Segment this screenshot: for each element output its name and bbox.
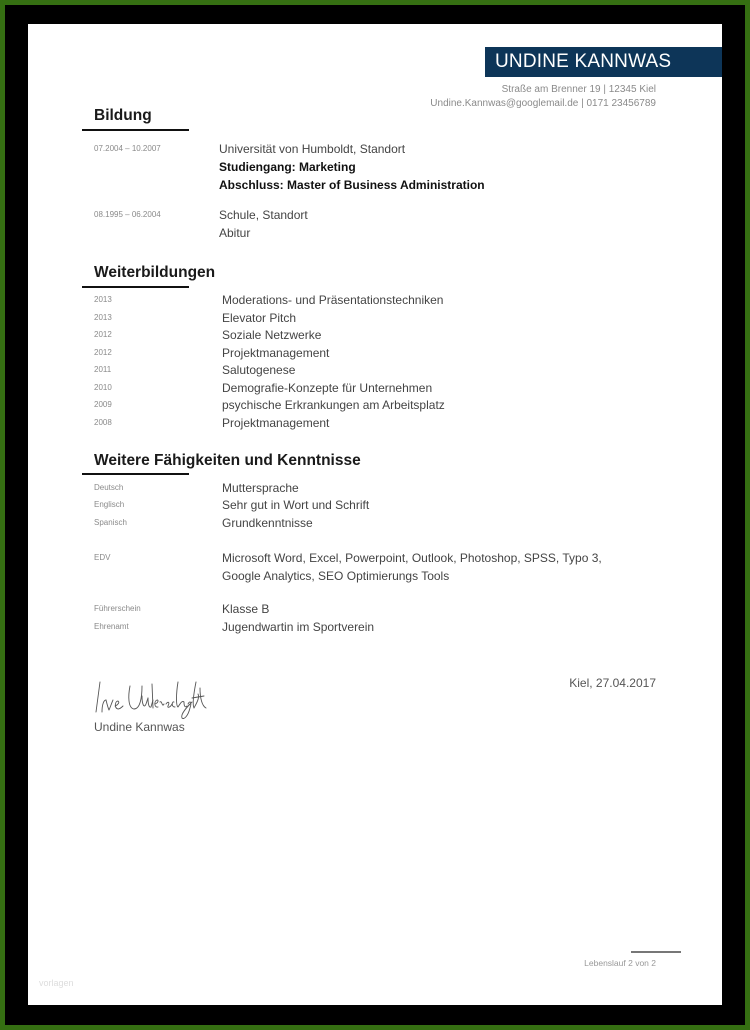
training-title: Elevator Pitch (222, 311, 297, 325)
training-title: Salutogenese (222, 363, 296, 377)
training-title: Projektmanagement (222, 416, 330, 430)
training-title: Demografie-Konzepte für Unternehmen (222, 381, 433, 395)
section-rule (82, 129, 189, 131)
section-title-bildung: Bildung (94, 107, 152, 124)
language-name: Deutsch (94, 483, 124, 492)
section-title-faehigkeiten: Weitere Fähigkeiten und Kenntnisse (94, 452, 361, 469)
signer-name: Undine Kannwas (94, 720, 185, 734)
education-date: 08.1995 – 06.2004 (94, 210, 161, 219)
name-banner: UNDINE KANNWAS (485, 47, 722, 77)
section-rule (82, 286, 189, 288)
language-level: Grundkenntnisse (222, 516, 313, 530)
cv-page (28, 24, 722, 1005)
section-rule (82, 473, 189, 475)
training-year: 2010 (94, 383, 112, 392)
section-title-weiterbildungen: Weiterbildungen (94, 264, 216, 281)
skill-label: Ehrenamt (94, 622, 129, 631)
address-line: Straße am Brenner 19 | 12345 Kiel (501, 84, 656, 95)
footer-rule (631, 951, 681, 953)
signature-icon (92, 674, 217, 724)
page-number: Lebenslauf 2 von 2 (584, 958, 656, 968)
training-title: Moderations- und Präsentationstechniken (222, 293, 444, 307)
watermark: vorlagen (39, 978, 74, 988)
skill-value: Klasse B (222, 602, 270, 616)
training-year: 2012 (94, 330, 112, 339)
place-date: Kiel, 27.04.2017 (569, 676, 656, 690)
education-date: 07.2004 – 10.2007 (94, 144, 161, 153)
skill-value: Jugendwartin im Sportverein (222, 620, 375, 634)
training-year: 2009 (94, 400, 112, 409)
training-year: 2013 (94, 295, 112, 304)
language-name: Spanisch (94, 518, 127, 527)
training-year: 2013 (94, 313, 112, 322)
edv-label: EDV (94, 553, 111, 562)
edv-skills-line-1: Microsoft Word, Excel, Powerpoint, Outlook, Photoshop, SPSS, Typo 3, (222, 551, 602, 565)
education-degree: Abitur (219, 226, 251, 240)
education-institution: Schule, Standort (219, 208, 308, 222)
training-title: Projektmanagement (222, 346, 330, 360)
training-year: 2012 (94, 348, 112, 357)
training-year: 2008 (94, 418, 112, 427)
email-phone-line: Undine.Kannwas@googlemail.de | 0171 23456789 (430, 98, 656, 109)
contact-block (430, 83, 656, 111)
skill-label: Führerschein (94, 604, 141, 613)
language-name: Englisch (94, 500, 125, 509)
education-program: Studiengang: Marketing (219, 160, 356, 174)
edv-skills-line-2: Google Analytics, SEO Optimierungs Tools (222, 569, 450, 583)
training-title: psychische Erkrankungen am Arbeitsplatz (222, 398, 445, 412)
language-level: Sehr gut in Wort und Schrift (222, 498, 370, 512)
language-level: Muttersprache (222, 481, 299, 495)
education-degree: Abschluss: Master of Business Administration (219, 178, 485, 192)
education-institution: Universität von Humboldt, Standort (219, 142, 406, 156)
training-year: 2011 (94, 365, 112, 374)
training-title: Soziale Netzwerke (222, 328, 322, 342)
